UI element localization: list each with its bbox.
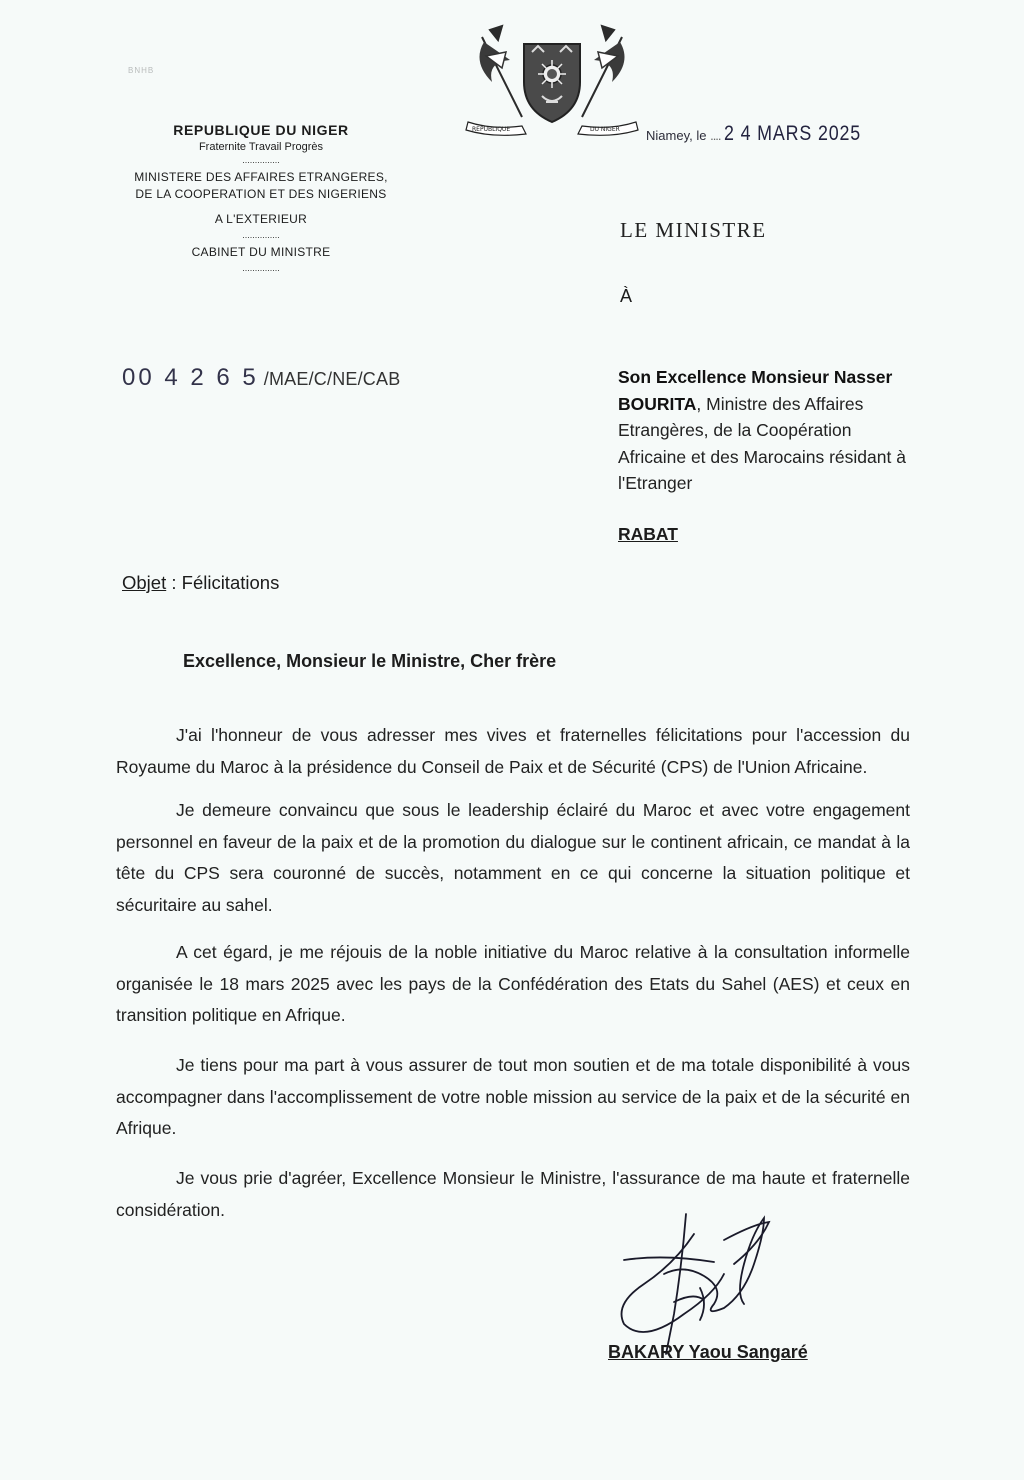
date-dots: .... bbox=[710, 128, 721, 143]
subject-label: Objet bbox=[122, 572, 167, 593]
ministry-line-1: MINISTERE DES AFFAIRES ETRANGERES, bbox=[134, 170, 388, 184]
subject-line bbox=[122, 572, 279, 594]
signatory-name: BAKARY Yaou Sangaré bbox=[608, 1342, 808, 1362]
date-line bbox=[646, 122, 885, 146]
reference-code-mark: BNHB bbox=[128, 66, 155, 75]
country-name: REPUBLIQUE DU NIGER bbox=[173, 122, 349, 138]
separator: ............... bbox=[242, 230, 280, 240]
paragraph-text: J'ai l'honneur de vous adresser mes vives et fraternelles félicitations pour l'accession du Royaume du Maroc à la présidence du Conseil de Paix et de Sécurité (CPS) de l'Union Africaine. bbox=[116, 725, 910, 777]
date-stamp: 2 4 MARS 2025 bbox=[724, 122, 862, 145]
recipient-city: RABAT bbox=[618, 524, 678, 544]
recipient-title: , Ministre des Affaires Etrangères, de la Coopération Africaine et des Marocains résidant à l'Etranger bbox=[618, 393, 906, 493]
sender-title: LE MINISTRE bbox=[620, 218, 767, 242]
paragraph-text: Je demeure convaincu que sous le leadership éclairé du Maroc et avec votre engagement personnel en faveur de la paix et de la promotion du dialogue sur le continent africain, ce mandat à la tête du CPS sera couronné de succès, notamment en ce qui concerne la situation politique et sécuritaire au sahel. bbox=[116, 800, 910, 915]
paragraph-4 bbox=[116, 1050, 910, 1145]
salutation: Excellence, Monsieur le Ministre, Cher frère bbox=[183, 651, 557, 671]
separator: ............... bbox=[242, 155, 280, 165]
recipient-name: BOURITA bbox=[618, 393, 697, 414]
reference-suffix: /MAE/C/NE/CAB bbox=[263, 369, 401, 389]
subject-text: Félicitations bbox=[181, 572, 280, 593]
paragraph-3 bbox=[116, 937, 910, 1032]
emblem-label-right: DU NIGER bbox=[590, 126, 620, 133]
paragraph-1 bbox=[116, 720, 910, 783]
to-word: À bbox=[620, 286, 633, 306]
cabinet-label: CABINET DU MINISTRE bbox=[191, 245, 331, 259]
emblem-label-left: REPUBLIQUE bbox=[472, 126, 511, 133]
paragraph-text: Je vous prie d'agréer, Excellence Monsieur le Ministre, l'assurance de ma haute et fraternelle considération. bbox=[116, 1168, 910, 1220]
ministry-line-3: A L'EXTERIEUR bbox=[214, 212, 308, 226]
letter-reference bbox=[122, 364, 400, 392]
subject-separator: : bbox=[166, 572, 182, 593]
date-place: Niamey, le bbox=[646, 128, 707, 143]
ministry-line-2: DE LA COOPERATION ET DES NIGERIENS bbox=[135, 187, 387, 201]
paragraph-text: A cet égard, je me réjouis de la noble initiative du Maroc relative à la consultation informelle organisée le 18 mars 2025 avec les pays de la Confédération des Etats du Sahel (AES) et ceux en transition politique en Afrique. bbox=[116, 942, 910, 1025]
recipient-block bbox=[618, 364, 918, 497]
national-motto: Fraternite Travail Progrès bbox=[198, 141, 324, 153]
handwritten-signature bbox=[604, 1204, 804, 1364]
separator: ............... bbox=[242, 263, 280, 273]
reference-number: 00 4 2 6 5 bbox=[122, 364, 259, 391]
letterhead bbox=[106, 122, 416, 277]
paragraph-text: Je tiens pour ma part à vous assurer de tout mon soutien et de ma totale disponibilité à vous accompagner dans l'accomplissement de votre noble mission au service de la paix et de la sécurité en Afrique. bbox=[116, 1055, 910, 1138]
coat-of-arms-emblem bbox=[462, 22, 642, 142]
recipient-salutation: Son Excellence Monsieur Nasser bbox=[618, 367, 893, 387]
paragraph-2 bbox=[116, 795, 910, 921]
